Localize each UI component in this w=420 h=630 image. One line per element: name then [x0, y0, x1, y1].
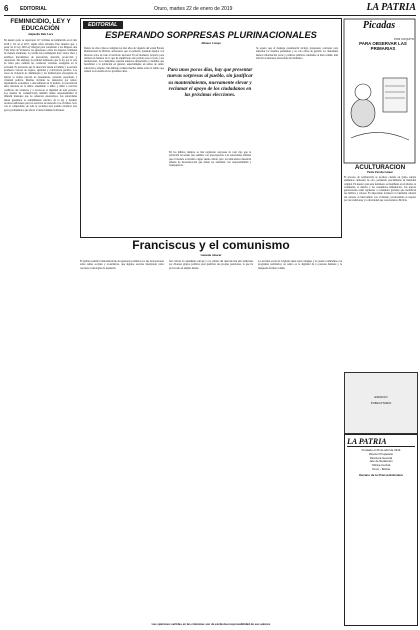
cartoon: [343, 18, 416, 164]
article2-col-3: La doctrina social de la Iglesia tiene raíces antiguas y no puede confundirse con programas partidarios; su centro es la dignidad de la persona humana y la búsqueda del bien común.: [258, 260, 342, 270]
staff-brand: LA PATRIA: [347, 437, 415, 447]
section-name: EDITORIAL: [20, 6, 47, 12]
staff-box: [344, 434, 418, 626]
editorial-byline: Alfonso Crespo: [201, 41, 221, 45]
staff-line: Jefe de Redacción: [369, 459, 393, 464]
editorial-col-3: Se espera que el mensaje presidencial incluya propuestas concretas para enfrentar los desafíos pendientes y no solo cifras de gestión. La ciudadanía merece información veraz y políticas públicas orientadas al bien común, más allá de los intereses electorales del momento.: [256, 47, 338, 60]
left-article-title: FEMINICIDIO, LEY Y EDUCACIÓN: [10, 18, 71, 32]
date-line: Oruro, martes 22 de enero de 2019: [154, 6, 233, 12]
culture-body: El proceso de aculturación se produce cuando un grupo adopta elementos culturales de otro, perdiendo parcialmente su identidad original. En nuestro país este fenómeno se manifiesta en el idioma, la vestimenta, la música y las costumbres alimenticias. Las nuevas generaciones están expuestas a contenidos globales que modifican sus hábitos y valores. Es importante fortalecer la identidad cultural sin cerrarse al intercambio con el mundo, promoviendo el respeto por las tradiciones y la diversidad que caracterizan a Bolivia.: [344, 176, 416, 203]
culture-title: ACULTURACIÓN: [354, 164, 406, 171]
article2-col-1: El primer pontífice latinoamericano ha generado polémica por sus declaraciones sobre temas sociales y económicos, que algunos sectores interpretan como cercanas a ideologías de izquierda.: [80, 260, 164, 270]
article2-title: Franciscus y el comunismo: [132, 238, 290, 252]
staff-line: Fundado el 26 de abril de 1919: [361, 448, 401, 452]
ad-line-2: PUBLICITARIO: [370, 401, 392, 405]
left-article-byline: Alejandro Ruiz Lara: [28, 33, 53, 36]
staff-line: Oruro - Bolivia: [372, 466, 390, 471]
masthead: LA PATRIA: [366, 2, 416, 13]
page-number: 6: [4, 4, 9, 13]
staff-subtitle: Decano de la Prensa Boliviana: [359, 472, 403, 477]
culture-byline: Pedro Parada Gómez: [367, 171, 393, 174]
article2-byline: Gonzalo Alcocer: [200, 253, 222, 257]
ad-line-1: ESPACIO: [374, 395, 388, 399]
editorial-col-1: Dentro de cinco días se cumplen los diez años de vigencia del actual Estado Plurinacional de Bolivia, aniversario que el gobierno pretende festejar con diversos actos en todo el territorio nacional. Es un momento propicio para realizar un balance de lo que ha significado este periodo para el país y sus instituciones. Los ciudadanos esperan anuncios importantes y medidas que beneficien a la población en general, especialmente en temas de salud, educación y empleo. Sin embargo existen muchas dudas sobre el rumbo que tomará la economía en los próximos años.: [84, 47, 164, 74]
left-article: [4, 18, 77, 626]
staff-line: Oficina Central: [371, 463, 391, 468]
cartoon-caption: PARA OBSERVAR LAS PRIMARIAS: [359, 41, 407, 51]
pull-quote-text: Para unos pocos días, hay que presentar nuevas sorpresas al pueblo, sin justificar su mantenimiento, nuevamente elevar y reclamar el apoyo de los ciudadanos en las próximas elecciones.: [167, 67, 253, 99]
editorial-col-2: En los últimos tiempos se han registrado sorpresas de todo tipo que la población ha tenido que asimilar con preocupación. Las autoridades afirman que el modelo económico sigue siendo sólido, pero los indicadores muestran señales de desaceleración que deben ser atendidas con responsabilidad y transparencia.: [169, 151, 251, 168]
editorial-box: [80, 18, 342, 238]
cartoon-author: POR COQUITO: [394, 37, 414, 41]
staff-line: Director Propietario: [368, 451, 394, 456]
staff-line: Directora General: [369, 455, 393, 460]
editorial-title: ESPERANDO SORPRESAS PLURINACIONALES: [105, 30, 317, 40]
editorial-pull-quote: [167, 67, 253, 147]
cartoon-title: Picadas: [362, 20, 396, 31]
page-header: [4, 3, 416, 16]
editorial-label: EDITORIAL: [83, 21, 123, 29]
advertisement: [344, 372, 418, 434]
article2-col-2: Sus críticas al capitalismo salvaje y a la cultura del descarte han sido utilizadas por diversos grupos políticos para justificar sus propias posiciones, lo que ha provocado un amplio debate.: [169, 260, 253, 270]
left-article-body: En nuestro país, se reportaron 117 víctimas de feminicidio en el año 2018 y 111 en el 2017, según cifras oficiales. Esto muestra que, a pesar de la Ley 348 Ley Integral para Garantizar a las Mujeres una Vida Libre de Violencia, las agresiones contra las mujeres continúan de manera alarmante. La norma fue promulgada hace varios años y establece mecanismos de prevención, atención, protección y reparación. Sin embargo la realidad demuestra que la ley por sí sola no basta para cambiar las conductas violentas arraigadas en la sociedad. Es necesario que la educación desde la familia y la escuela promueva valores de respeto, igualdad y convivencia pacífica. Los casos de violencia no disminuyen y las instituciones encargadas de aplicar la norma carecen de presupuesto, personal capacitado y voluntad política. Muchas víctimas no denuncian por temor, dependencia económica o desconfianza en la justicia. La prevención debe iniciarse en la niñez, enseñando a niños y niñas a resolver conflictos sin violencia y a reconocer la dignidad de toda persona. Los medios de comunicación también tienen responsabilidad al difundir mensajes que no refuercen estereotipos. Las autoridades deben garantizar el cumplimiento efectivo de la ley y destinar recursos suficientes para los servicios de atención a las víctimas. Solo con el compromiso de toda la sociedad será posible erradicar esta grave problemática que afecta a tantas familias bolivianas.: [4, 39, 77, 112]
page-footer: Las opiniones vertidas en las columnas son de exclusiva responsabilidad de sus autores: [151, 622, 271, 626]
